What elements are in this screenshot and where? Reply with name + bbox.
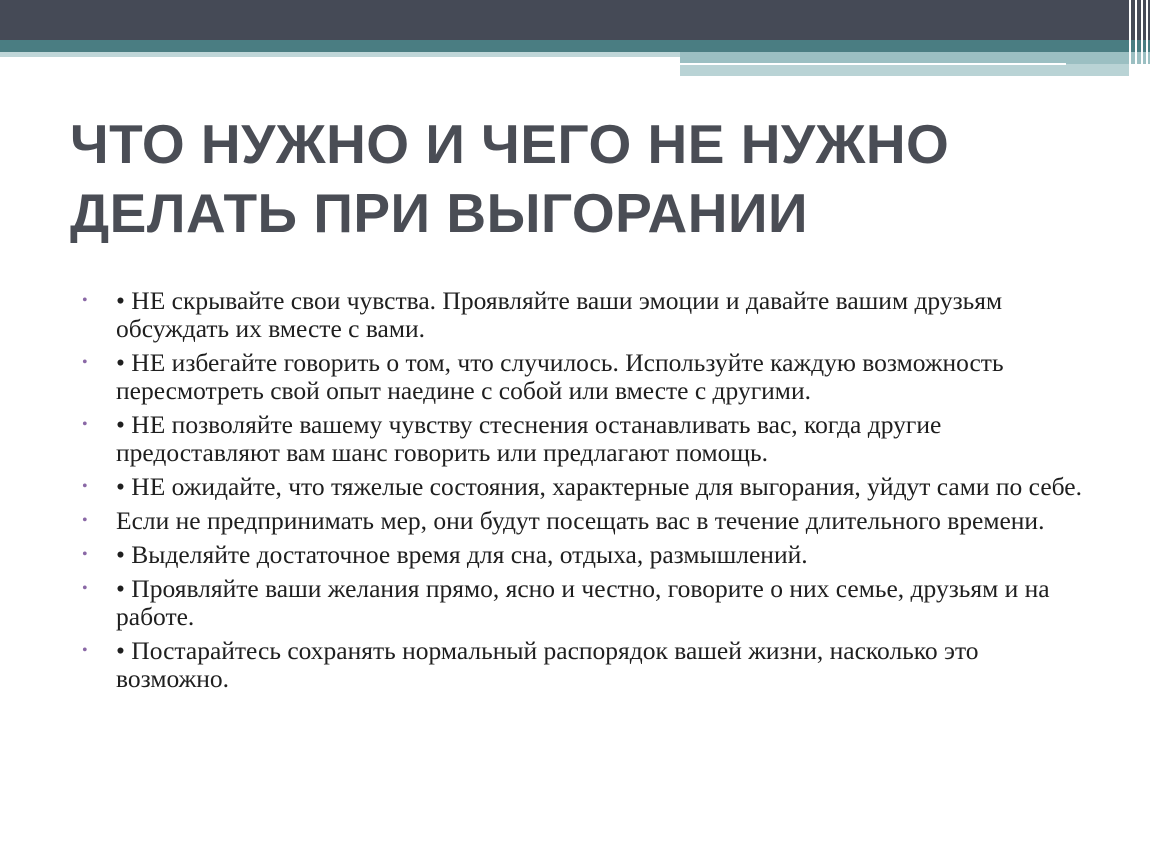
bullet-dot-icon: •: [82, 546, 88, 563]
header-white-line: [680, 63, 1066, 65]
bullet-list: [82, 287, 1092, 699]
bullet-dot-icon: •: [82, 292, 88, 309]
list-item: [82, 473, 1092, 501]
list-item: [82, 287, 1092, 343]
list-item-text: • НЕ позволяйте вашему чувству стеснения останавливать вас, когда другие предоставляют вам шанс говорить или предлагают помощь.: [116, 410, 942, 467]
list-item: [82, 411, 1092, 467]
list-item-text: Если не предпринимать мер, они будут посещать вас в течение длительного времени.: [116, 506, 1045, 535]
bullet-dot-icon: •: [82, 512, 88, 529]
bullet-dot-icon: •: [82, 354, 88, 371]
slide-title: ЧТО НУЖНО И ЧЕГО НЕ НУЖНО ДЕЛАТЬ ПРИ ВЫГОРАНИИ: [70, 113, 950, 244]
list-item-text: • Проявляйте ваши желания прямо, ясно и честно, говорите о них семье, друзьям и на работе.: [116, 574, 1050, 631]
list-item-text: • Выделяйте достаточное время для сна, отдыха, размышлений.: [116, 540, 808, 569]
header-teal-band: [0, 40, 1150, 52]
header-decorative-stripes: [1125, 0, 1150, 78]
header-light-band-bottom: [680, 64, 1130, 76]
list-item-text: • НЕ ожидайте, что тяжелые состояния, характерные для выгорания, уйдут сами по себе.: [116, 472, 1082, 501]
bullet-dot-icon: •: [82, 580, 88, 597]
list-item-text: • Постарайтесь сохранять нормальный распорядок вашей жизни, насколько это возможно.: [116, 636, 979, 693]
bullet-dot-icon: •: [82, 478, 88, 495]
list-item: [82, 349, 1092, 405]
bullet-dot-icon: •: [82, 416, 88, 433]
header-dark-bar: [0, 0, 1150, 40]
list-item-text: • НЕ избегайте говорить о том, что случилось. Используйте каждую возможность пересмотреть свой опыт наедине с собой или вместе с другими.: [116, 348, 1004, 405]
list-item: [82, 575, 1092, 631]
list-item: [82, 507, 1092, 535]
list-item: [82, 541, 1092, 569]
header-light-band-left: [0, 52, 680, 57]
bullet-dot-icon: •: [82, 642, 88, 659]
list-item: [82, 637, 1092, 693]
list-item-text: • НЕ скрывайте свои чувства. Проявляйте ваши эмоции и давайте вашим друзьям обсуждать их вместе с вами.: [116, 286, 1003, 343]
